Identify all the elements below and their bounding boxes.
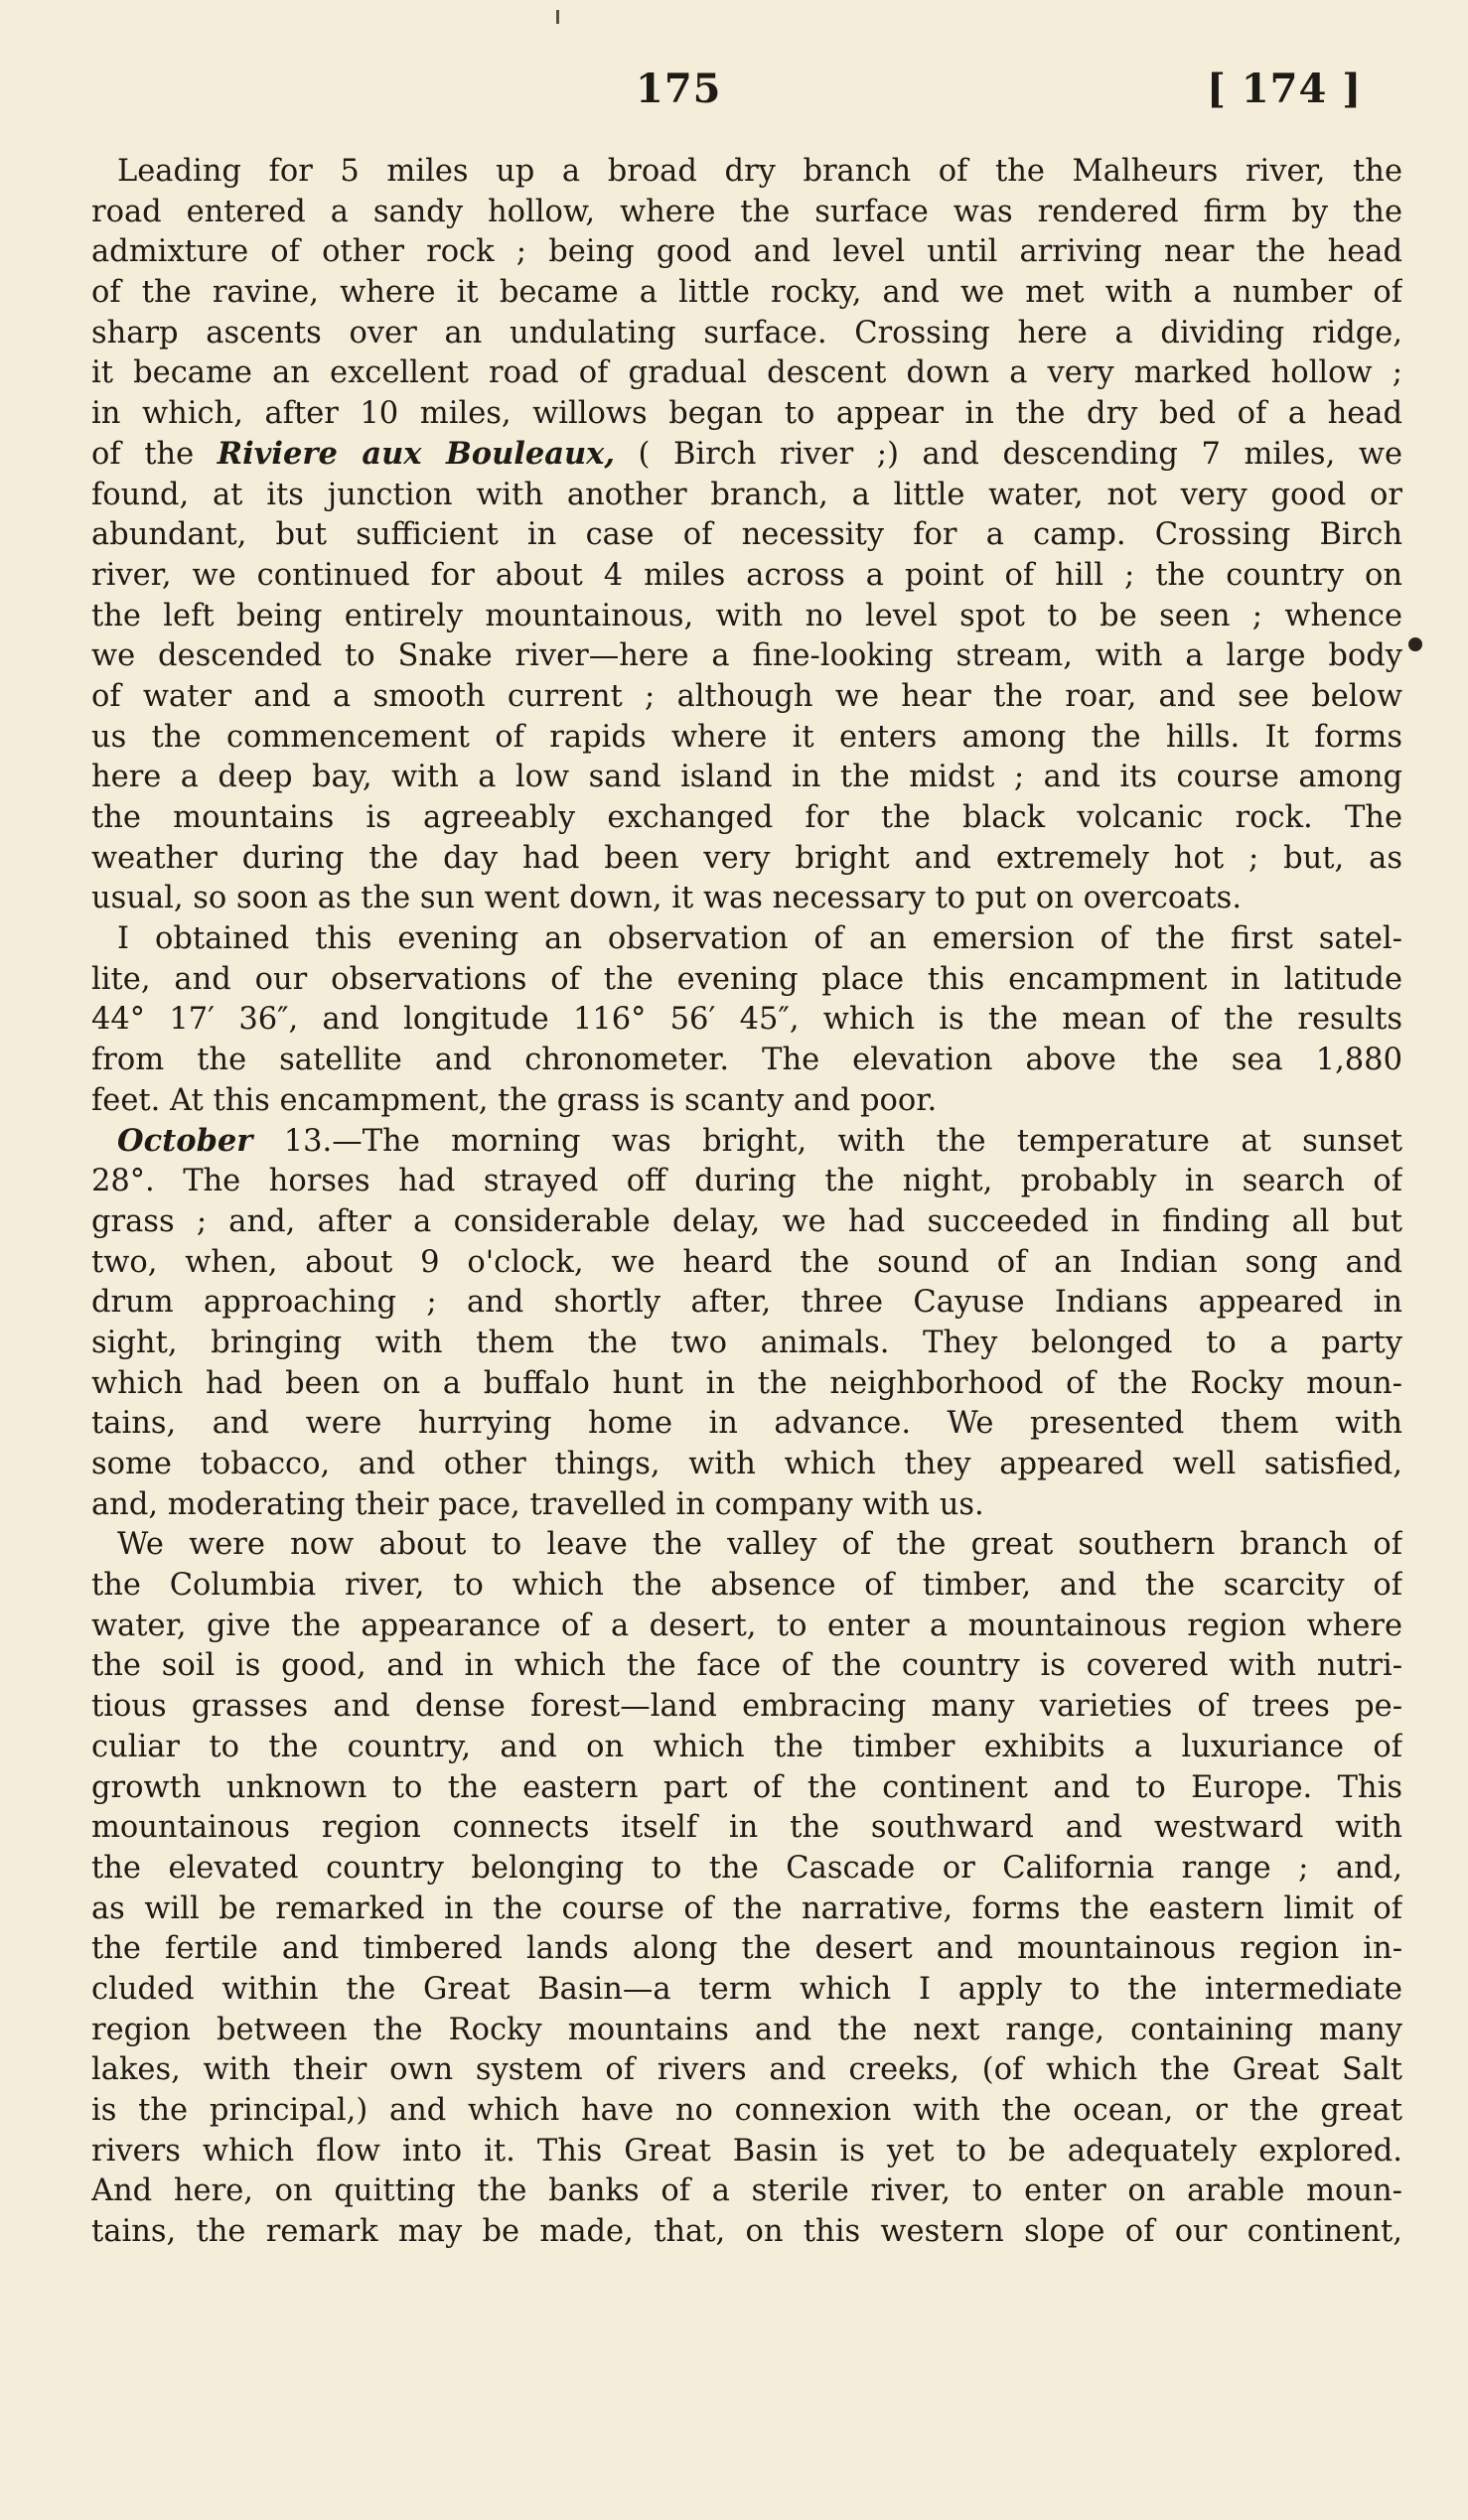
text-line (91, 717, 1402, 758)
line-text: we descended to Snake river—here a fine-looking stream, with a large body (91, 638, 1402, 674)
line-text: sharp ascents over an undulating surface. Crossing here a dividing ridge, (91, 315, 1402, 350)
text-line (91, 1444, 1402, 1484)
text-line (91, 475, 1402, 515)
line-text: region between the Rocky mountains and the next range, containing many (91, 2012, 1402, 2047)
line-text: grass ; and, after a considerable delay, we had succeeded in finding all but (91, 1203, 1402, 1239)
line-text: river, we continued for about 4 miles across a point of hill ; the country on (91, 557, 1402, 593)
text-line (91, 1606, 1402, 1646)
text-line (91, 1767, 1402, 1808)
text-line (91, 878, 1402, 918)
line-text: of the (91, 436, 218, 472)
text-line (91, 1686, 1402, 1727)
line-text: abundant, but sufficient in case of necessity for a camp. Crossing Birch (91, 517, 1402, 553)
text-line (91, 1848, 1402, 1889)
text-line (91, 2049, 1402, 2090)
line-text: cluded within the Great Basin—a term which I apply to the intermediate (91, 1971, 1402, 2007)
line-italic-text: October (117, 1122, 253, 1159)
line-text: drum approaching ; and shortly after, three Cayuse Indians appeared in (91, 1285, 1402, 1321)
text-line (91, 1928, 1402, 1969)
text-line (91, 192, 1402, 232)
line-text: tains, and were hurrying home in advance. We presented them with (91, 1406, 1402, 1442)
line-text-after: 13.—The morning was bright, with the temperature at sunset (252, 1123, 1402, 1159)
line-text: usual, so soon as the sun went down, it was necessary to put on overcoats. (91, 881, 1243, 916)
page-number: 175 (636, 66, 722, 112)
line-text: feet. At this encampment, the grass is scanty and poor. (91, 1082, 938, 1118)
text-line (91, 1807, 1402, 1848)
line-text: road entered a sandy hollow, where the surface was rendered firm by the (91, 194, 1402, 229)
text-line (91, 2211, 1402, 2252)
line-text: two, when, about 9 o'clock, we heard the sound of an Indian song and (91, 1244, 1402, 1280)
text-line (91, 1121, 1402, 1162)
original-page-number: [ 174 ] (1207, 66, 1363, 112)
line-text: from the satellite and chronometer. The elevation above the sea 1,880 (91, 1043, 1402, 1078)
line-text: of the ravine, where it became a little rocky, and we met with a number of (91, 275, 1402, 311)
text-line (91, 1323, 1402, 1363)
text-line (91, 676, 1402, 717)
line-text: tious grasses and dense forest—land embracing many varieties of trees pe- (91, 1689, 1402, 1725)
line-text: the mountains is agreeably exchanged for the black volcanic rock. The (91, 800, 1402, 835)
line-text: 28°. The horses had strayed off during the night, probably in search of (91, 1164, 1402, 1199)
line-text: growth unknown to the eastern part of the continent and to Europe. This (91, 1769, 1402, 1805)
line-text: mountainous region connects itself in the southward and westward with (91, 1810, 1402, 1846)
text-line (91, 1161, 1402, 1201)
text-line (91, 352, 1402, 393)
text-line (91, 757, 1402, 797)
text-line (91, 596, 1402, 636)
text-line (91, 313, 1402, 353)
line-text: tains, the remark may be made, that, on this western slope of our continent, (91, 2214, 1402, 2250)
text-line (91, 2131, 1402, 2171)
line-text: here a deep bay, with a low sand island in the midst ; and its course among (91, 760, 1402, 795)
line-text: lite, and our observations of the evening place this encampment in latitude (91, 961, 1402, 997)
text-line (91, 1282, 1402, 1323)
line-text: some tobacco, and other things, with which they appeared well satisfied, (91, 1447, 1402, 1481)
line-text: weather during the day had been very bright and extremely hot ; but, as (91, 840, 1402, 876)
text-line (91, 959, 1402, 1000)
text-line (91, 1969, 1402, 2010)
line-italic-text: Riviere aux Bouleaux, (217, 435, 615, 472)
line-text: as will be remarked in the course of the narrative, forms the eastern limit of (91, 1890, 1402, 1926)
line-text: the elevated country belonging to the Cascade or California range ; and, (91, 1850, 1402, 1886)
text-line (91, 2170, 1402, 2211)
line-text: of water and a smooth current ; although we hear the roar, and see below (91, 678, 1402, 714)
text-line (91, 918, 1402, 959)
line-text: found, at its junction with another branch, a little water, not very good or (91, 477, 1402, 512)
text-line (91, 434, 1402, 475)
text-line (91, 635, 1402, 676)
line-text: I obtained this evening an observation of an emersion of the first satel- (117, 921, 1402, 957)
text-line (91, 1363, 1402, 1404)
text-line (91, 1403, 1402, 1444)
text-line (91, 151, 1402, 192)
line-text: sight, bringing with them the two animals. They belonged to a party (91, 1325, 1402, 1360)
line-text: the fertile and timbered lands along the desert and mountainous region in- (91, 1931, 1402, 1967)
line-text-after: ( Birch river ;) and descending 7 miles, we (614, 436, 1402, 472)
text-line (91, 2090, 1402, 2131)
text-line (91, 1565, 1402, 1606)
line-text: is the principal,) and which have no connexion with the ocean, or the great (91, 2093, 1402, 2128)
text-line (91, 1889, 1402, 1929)
text-line (91, 272, 1402, 313)
text-line (91, 1080, 1402, 1121)
line-text: water, give the appearance of a desert, to enter a mountainous region where (91, 1608, 1402, 1643)
line-text: the Columbia river, to which the absence of timber, and the scarcity of (91, 1568, 1402, 1604)
page-header (0, 62, 1468, 131)
text-line (91, 1242, 1402, 1283)
text-line (91, 555, 1402, 596)
line-text: us the commencement of rapids where it enters among the hills. It forms (91, 719, 1402, 755)
text-line (91, 1727, 1402, 1767)
text-line (91, 393, 1402, 434)
line-text: and, moderating their pace, travelled in company with us. (91, 1486, 984, 1522)
line-text: And here, on quitting the banks of a sterile river, to enter on arable moun- (91, 2173, 1402, 2209)
text-line (91, 2010, 1402, 2050)
margin-ink-dot (1408, 637, 1422, 651)
text-line (91, 838, 1402, 879)
text-body (91, 151, 1402, 2252)
text-line (91, 514, 1402, 555)
text-line (91, 1040, 1402, 1080)
top-smudge-mark (556, 10, 559, 24)
line-text: which had been on a buffalo hunt in the neighborhood of the Rocky moun- (91, 1365, 1402, 1401)
line-text: admixture of other rock ; being good and level until arriving near the head (91, 234, 1402, 270)
line-text: We were now about to leave the valley of the great southern branch of (117, 1527, 1402, 1563)
text-line (91, 1484, 1402, 1525)
text-line (91, 1524, 1402, 1565)
line-text: 44° 17′ 36″, and longitude 116° 56′ 45″, which is the mean of the results (91, 1002, 1402, 1038)
text-line (91, 1201, 1402, 1242)
text-line (91, 999, 1402, 1040)
line-text: rivers which flow into it. This Great Basin is yet to be adequately explored. (91, 2133, 1402, 2169)
line-text: Leading for 5 miles up a broad dry branch of the Malheurs river, the (117, 154, 1402, 189)
line-text: in which, after 10 miles, willows began to appear in the dry bed of a head (91, 396, 1402, 432)
line-text: the soil is good, and in which the face of the country is covered with nutri- (91, 1648, 1402, 1684)
text-line (91, 797, 1402, 838)
line-text: it became an excellent road of gradual descent down a very marked hollow ; (91, 355, 1402, 391)
line-text: the left being entirely mountainous, with no level spot to be seen ; whence (91, 598, 1402, 633)
text-line (91, 1645, 1402, 1686)
text-line (91, 231, 1402, 272)
line-text: lakes, with their own system of rivers and creeks, (of which the Great Salt (91, 2052, 1402, 2088)
line-text: culiar to the country, and on which the timber exhibits a luxuriance of (91, 1729, 1402, 1764)
